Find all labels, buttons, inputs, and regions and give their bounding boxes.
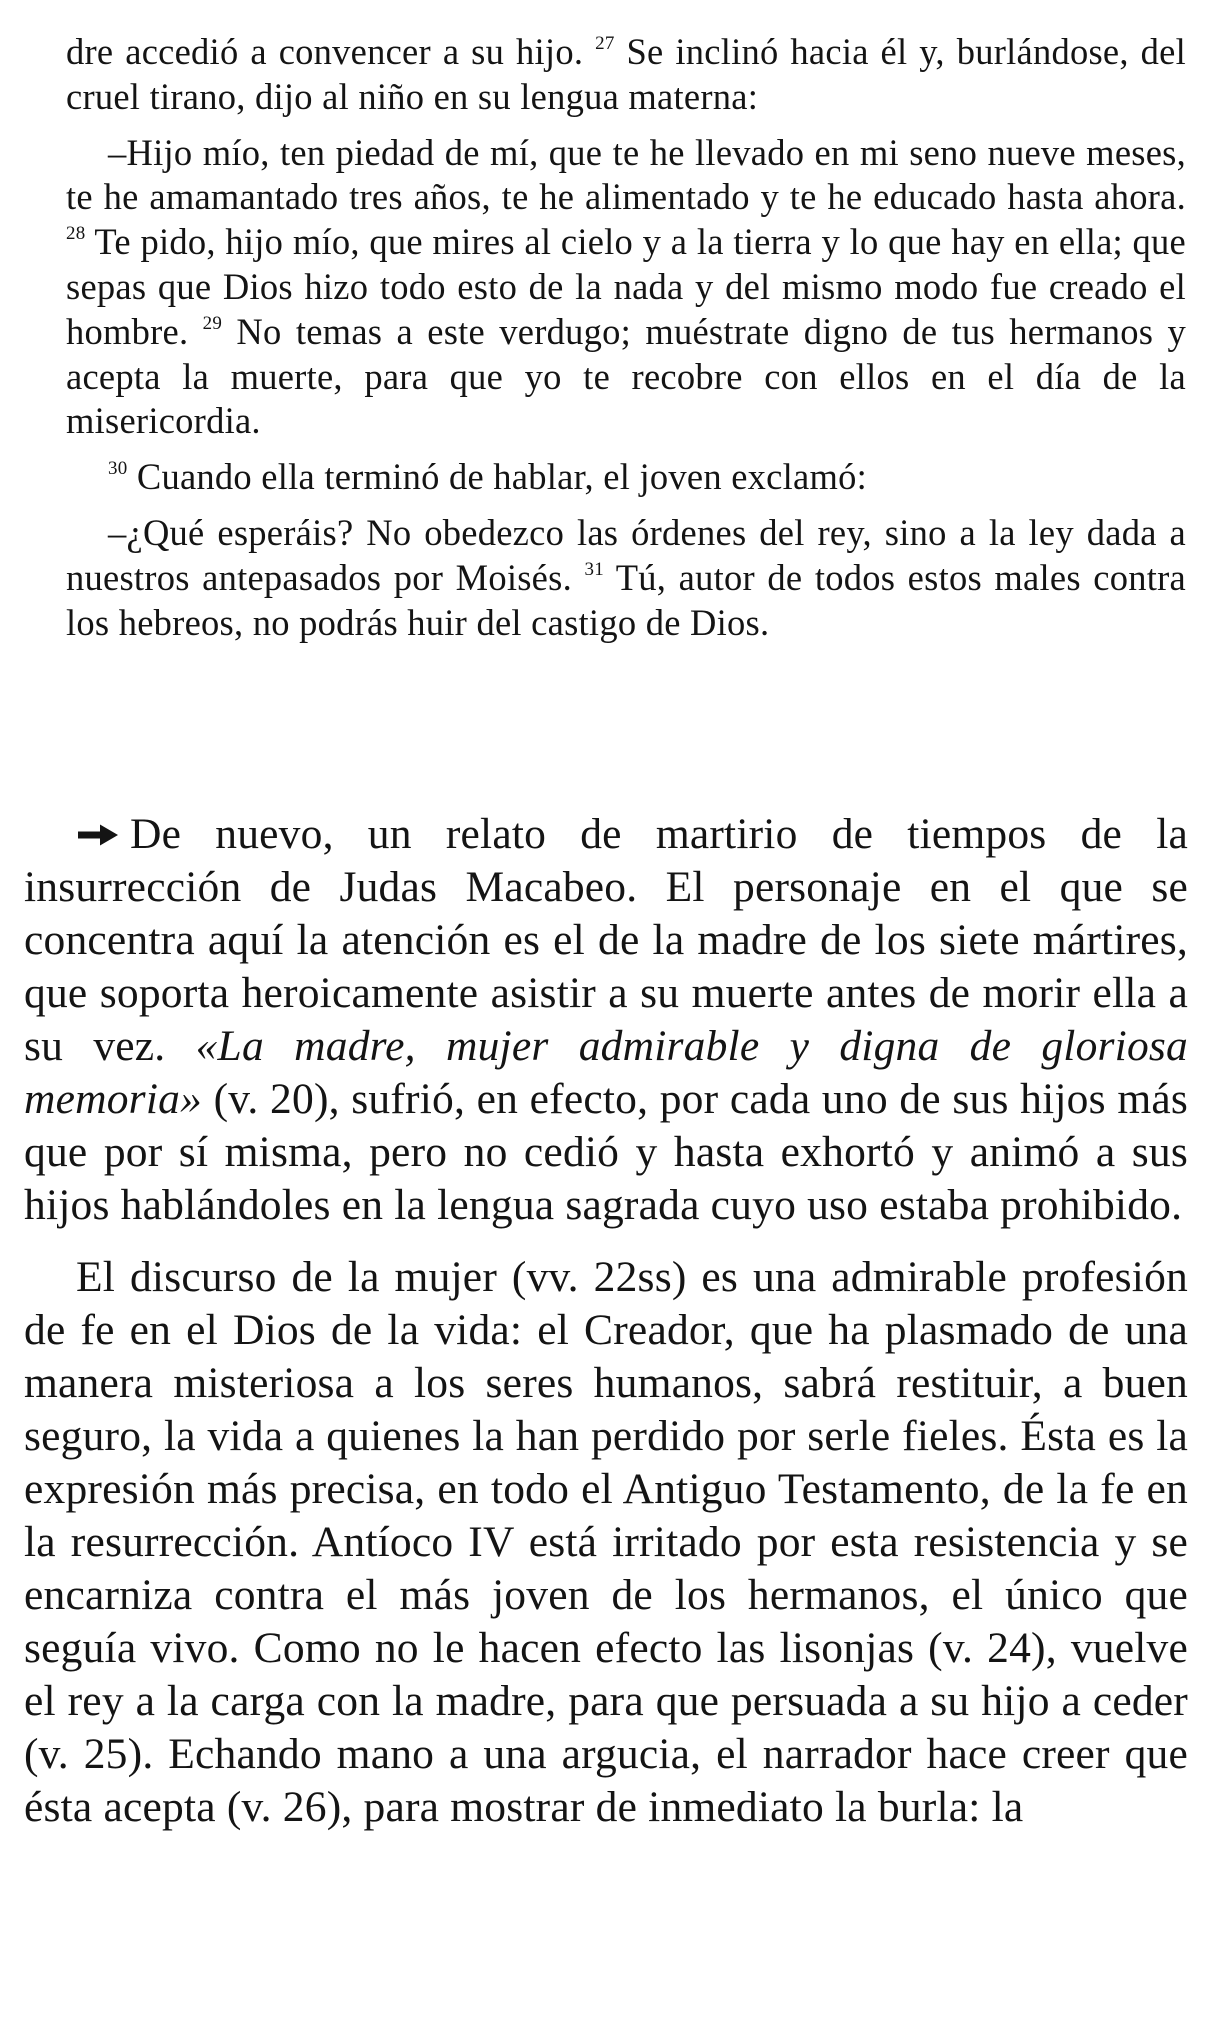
commentary-text: (v. 20), sufrió, en efecto, por cada uno de sus hijos más que por sí misma, pero no cedió y hasta exhortó y animó a sus hijos hablándoles en la lengua sagrada cuyo uso estaba prohibido. <box>24 1075 1188 1229</box>
scripture-text: Te pido, hijo mío, que mires al cielo y a la tierra y lo que hay en ella; que sepas que Dios hizo todo esto de la nada y del mismo modo fue creado el hombre. <box>66 221 1186 352</box>
scripture-text: Cuando ella terminó de hablar, el joven exclamó: <box>127 456 867 498</box>
commentary-paragraph <box>24 1251 1188 1834</box>
verse-number: 28 <box>66 223 86 245</box>
verse-number: 31 <box>584 558 604 580</box>
right-arrow-icon <box>76 823 120 847</box>
scripture-text: –Hijo mío, ten piedad de mí, que te he llevado en mi seno nueve meses, te he amamantado tres años, te he alimentado y te he educado hasta ahora. <box>66 131 1186 218</box>
scripture-paragraph <box>66 131 1186 445</box>
verse-number: 30 <box>108 458 128 479</box>
scripture-text: No temas a este verdugo; muéstrate digno de tus hermanos y acepta la muerte, para que yo te recobre con ellos en el día de la misericordia. <box>66 310 1186 442</box>
scripture-passage <box>66 30 1186 645</box>
verse-number: 29 <box>202 312 223 334</box>
commentary-text: De nuevo, un relato de martirio de tiempos de la insurrección de Judas Macabeo. El personaje en el que se concentra aquí la atención es el de la madre de los siete mártires, que soporta heroicamente asistir a su muerte antes de morir ella a su vez. <box>24 810 1188 1070</box>
scripture-text: –¿Qué esperáis? No obedezco las órdenes del rey, sino a la ley dada a nuestros antepasados por Moisés. <box>66 511 1186 598</box>
verse-number: 27 <box>595 32 615 54</box>
commentary <box>24 808 1188 1834</box>
scripture-text: Tú, autor de todos estos males contra los hebreos, no podrás huir del castigo de Dios. <box>66 556 1186 643</box>
scripture-paragraph <box>66 455 1186 500</box>
quotation: «La madre, mujer admirable y digna de gloriosa memoria» <box>24 1022 1188 1123</box>
commentary-paragraph <box>24 808 1188 1232</box>
commentary-text: El discurso de la mujer (vv. 22ss) es una admirable profesión de fe en el Dios de la vida: el Creador, que ha plasmado de una manera misteriosa a los seres humanos, sabrá restituir, a buen seguro, la vida a quienes la han perdido por serle fieles. Ésta es la expresión más precisa, en todo el Antiguo Testamento, de la fe en la resurrección. Antíoco IV está irritado por esta resistencia y se encarniza contra el más joven de los hermanos, el único que seguía vivo. Como no le hacen efecto las lisonjas (v. 24), vuelve el rey a la carga con la madre, para que persuada a su hijo a ceder (v. 25). Echando mano a una argucia, el narrador hace creer que ésta acepta (v. 26), para mostrar de inmediato la burla: la <box>24 1253 1188 1831</box>
scripture-paragraph <box>66 30 1186 120</box>
scripture-text: Se inclinó hacia él y, burlándose, del cruel tirano, dijo al niño en su lengua materna: <box>66 31 1186 117</box>
scripture-text: dre accedió a convencer a su hijo. <box>66 31 596 72</box>
scripture-paragraph <box>66 511 1186 645</box>
